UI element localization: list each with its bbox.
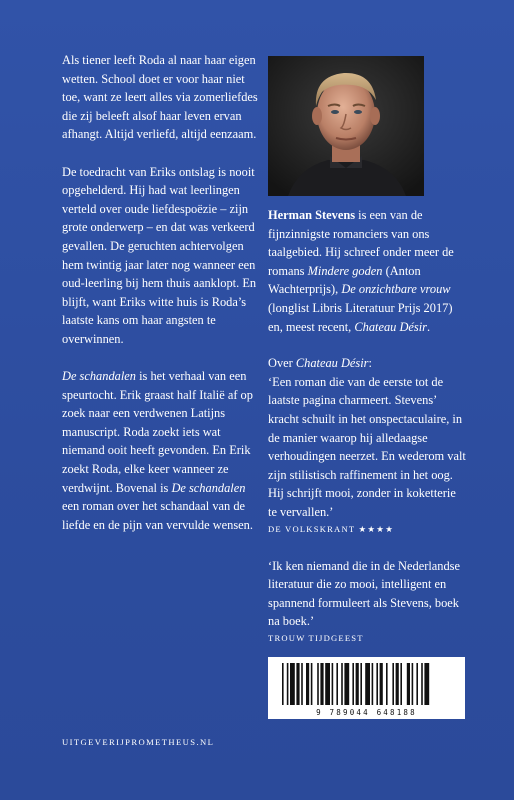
bio-text: (Anton Wachterprijs), xyxy=(268,263,421,297)
book-title: De onzichtbare vrouw xyxy=(341,282,451,297)
barcode-bar xyxy=(311,663,313,705)
barcode-bar xyxy=(306,663,309,705)
isbn-barcode xyxy=(268,657,465,719)
barcode-bar xyxy=(412,663,414,705)
blurb-paragraph-3 xyxy=(62,367,258,534)
barcode-bar xyxy=(380,663,383,705)
barcode-bar xyxy=(325,663,330,705)
book-title: De schandalen xyxy=(171,480,246,495)
book-title: Mindere goden xyxy=(307,263,383,278)
publisher-website: UITGEVERIJPROMETHEUS.NL xyxy=(62,737,215,747)
author-column xyxy=(268,56,466,645)
author-portrait xyxy=(268,56,424,196)
blurb-text: is het verhaal van een speurtocht. Erik graast half Italië af op zoek naar een verdwenen Latijns manuscript. Roda zoekt iets wat niemand ooit heeft gevonden. En Erik zoekt Roda, elke keer wanneer ze verdwijnt. Bovenal is xyxy=(62,369,253,495)
review-heading-colon: : xyxy=(368,356,372,371)
review-quote-1: ‘Een roman die van de eerste tot de laatste pagina charmeert. Stevens’ kracht schuilt in het onspectaculaire, in de manier waarop hij alledaagse verhoudingen neerzet. En wederom valt zijn stilistisch raffinement in het oog. Hij schrijft mooi, zonder in koketterie te vervallen.’ xyxy=(268,374,466,519)
barcode-bar xyxy=(301,663,303,705)
barcode-bar xyxy=(407,663,410,705)
blurb-paragraph-2: De toedracht van Eriks ontslag is nooit opgehelderd. Hij had wat leerlingen verteld over oude liefdespoëzie – zijn grote onderwerp – en dat was verkeerd gevallen. De geruchten achtervolgen hem twintig jaar later nog wanneer een oud-leerling bij hem thuis aanklopt. En blijft, want Eriks witte huis is Roda’s laatste kans om haar angsten te overwinnen. xyxy=(62,164,257,346)
review-source-2: TROUW TIJDGEEST xyxy=(268,632,364,643)
review-heading-label: Over xyxy=(268,356,296,371)
review-quote-2: ‘Ik ken niemand die in de Nederlandse literatuur die zo mooi, intelligent en spannend formuleert als Stevens, boek na boek.’ xyxy=(268,558,460,629)
barcode-bar xyxy=(344,663,349,705)
author-name: Herman Stevens xyxy=(268,208,356,222)
review-source-1: DE VOLKSKRANT ★★★★ xyxy=(268,523,395,534)
barcode-bar xyxy=(421,663,423,705)
barcode-bar xyxy=(290,663,295,705)
isbn-number: 9 789044 648188 xyxy=(316,708,417,717)
barcode-bar xyxy=(372,663,374,705)
barcode-bar xyxy=(365,663,370,705)
barcode-bar xyxy=(317,663,319,705)
barcode-bar xyxy=(352,663,354,705)
bio-text: . xyxy=(426,319,431,334)
book-title: De schandalen xyxy=(62,369,136,384)
barcode-bar xyxy=(341,663,343,705)
barcode-bars xyxy=(268,657,465,709)
book-title: Chateau Désir xyxy=(354,319,427,334)
blurb-paragraph-1: Als tiener leeft Roda al naar haar eigen wetten. School doet er voor haar niet toe, want ze leert alles via zomerliefdes die zij beleeft alsof haar leven ervan afhangt. Altijd verliefd, altijd eenzaam. xyxy=(62,53,258,142)
barcode-bar xyxy=(416,663,418,705)
barcode-bar xyxy=(396,663,399,705)
barcode-bar xyxy=(386,663,388,705)
barcode-bar xyxy=(287,663,289,705)
barcode-bar xyxy=(320,663,323,705)
blurb-text: een roman over het schandaal van de liefde en de pijn van vervulde wensen. xyxy=(62,499,253,532)
barcode-bar xyxy=(400,663,402,705)
author-bio xyxy=(268,206,466,336)
barcode-bar xyxy=(296,663,299,705)
barcode-bar xyxy=(376,663,378,705)
barcode-bar xyxy=(282,663,284,705)
barcode-bar xyxy=(392,663,394,705)
barcode-bar xyxy=(332,663,334,705)
barcode-bar xyxy=(424,663,429,705)
barcode-bar xyxy=(356,663,359,705)
blurb-column xyxy=(62,51,258,553)
review-heading xyxy=(268,354,466,373)
book-title: Chateau Désir xyxy=(295,356,369,371)
bio-text: is een van de fijnzinnigste romanciers van ons taalgebied. Hij schreef onder meer de romans xyxy=(268,208,454,278)
barcode-bar xyxy=(336,663,338,705)
bio-text: (longlist Libris Literatuur Prijs 2017) en, meest recent, xyxy=(268,300,453,334)
barcode-bar xyxy=(360,663,362,705)
